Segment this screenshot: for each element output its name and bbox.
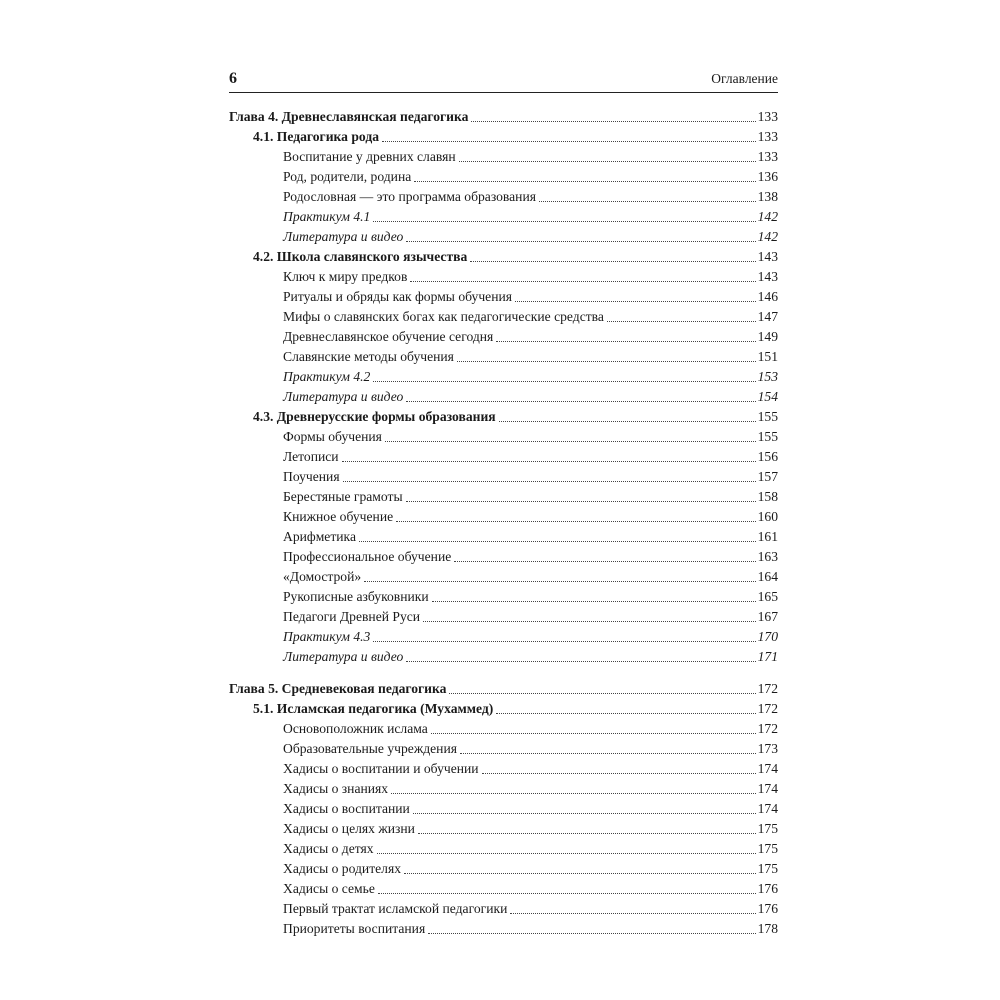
toc-item[interactable] [229, 587, 778, 607]
dot-leader [377, 853, 756, 854]
toc-entry-page: 142 [757, 229, 778, 244]
dot-leader [515, 301, 756, 302]
toc-entry-page: 178 [757, 921, 778, 936]
toc-entry-title: Древнеславянское обучение сегодня [283, 329, 494, 344]
toc-entry-page: 173 [757, 741, 778, 756]
dot-leader [499, 421, 756, 422]
toc-entry-title: Род, родители, родина [283, 169, 412, 184]
toc-entry-title: Ключ к миру предков [283, 269, 408, 284]
toc-entry-page: 157 [757, 469, 778, 484]
dot-leader [385, 441, 756, 442]
dot-leader [510, 913, 755, 914]
page-header [229, 70, 778, 93]
toc-item-literature[interactable] [229, 387, 778, 407]
toc-entry-page: 155 [757, 429, 778, 444]
toc-entry-page: 176 [757, 881, 778, 896]
toc-entry-title: Славянские методы обучения [283, 349, 454, 364]
dot-leader [382, 141, 756, 142]
toc-chapter-4[interactable] [229, 107, 778, 127]
dot-leader [449, 693, 755, 694]
toc-item[interactable] [229, 919, 778, 939]
dot-leader [404, 873, 756, 874]
dot-leader [459, 161, 756, 162]
dot-leader [432, 601, 756, 602]
dot-leader [373, 221, 755, 222]
toc-item[interactable] [229, 287, 778, 307]
dot-leader [496, 341, 755, 342]
toc-item[interactable] [229, 879, 778, 899]
toc-entry-title: Литература и видео [283, 229, 404, 244]
toc-item[interactable] [229, 547, 778, 567]
toc-entry-title: Приоритеты воспитания [283, 921, 426, 936]
table-of-contents [229, 107, 778, 939]
toc-item[interactable] [229, 447, 778, 467]
dot-leader [378, 893, 756, 894]
toc-item[interactable] [229, 839, 778, 859]
toc-entry-page: 153 [757, 369, 778, 384]
toc-entry-page: 146 [757, 289, 778, 304]
dot-leader [396, 521, 755, 522]
toc-entry-title: 4.1. Педагогика рода [253, 129, 379, 144]
toc-entry-page: 133 [757, 149, 778, 164]
toc-entry-title: Основоположник ислама [283, 721, 428, 736]
dot-leader [607, 321, 756, 322]
dot-leader [428, 933, 755, 934]
toc-entry-title: Мифы о славянских богах как педагогические средства [283, 309, 604, 324]
toc-item[interactable] [229, 899, 778, 919]
dot-leader [364, 581, 755, 582]
toc-chapter-5[interactable] [229, 679, 778, 699]
toc-entry-title: Родословная — это программа образования [283, 189, 536, 204]
toc-item[interactable] [229, 799, 778, 819]
toc-entry-title: Литература и видео [283, 649, 404, 664]
page-number: 6 [229, 70, 237, 87]
toc-item-practicum[interactable] [229, 367, 778, 387]
toc-item[interactable] [229, 487, 778, 507]
toc-entry-title: Хадисы о родителях [283, 861, 402, 876]
toc-entry-page: 136 [757, 169, 778, 184]
dot-leader [460, 753, 756, 754]
toc-item[interactable] [229, 819, 778, 839]
dot-leader [423, 621, 756, 622]
toc-entry-page: 151 [757, 349, 778, 364]
toc-entry-title: Хадисы о детях [283, 841, 374, 856]
toc-entry-title: Формы обучения [283, 429, 382, 444]
toc-section-5-1[interactable] [229, 699, 778, 719]
dot-leader [406, 501, 756, 502]
toc-item-literature[interactable] [229, 227, 778, 247]
toc-entry-page: 160 [757, 509, 778, 524]
toc-item[interactable] [229, 859, 778, 879]
toc-entry-page: 174 [757, 781, 778, 796]
toc-entry-page: 147 [757, 309, 778, 324]
toc-entry-page: 171 [757, 649, 778, 664]
chapter-spacer [229, 667, 778, 679]
toc-entry-page: 174 [757, 761, 778, 776]
toc-item[interactable] [229, 307, 778, 327]
dot-leader [373, 641, 755, 642]
toc-entry-page: 175 [757, 861, 778, 876]
toc-entry-title: Образовательные учреждения [283, 741, 457, 756]
toc-entry-title: Литература и видео [283, 389, 404, 404]
toc-entry-page: 167 [757, 609, 778, 624]
dot-leader [391, 793, 756, 794]
dot-leader [454, 561, 755, 562]
dot-leader [413, 813, 756, 814]
dot-leader [373, 381, 755, 382]
toc-item[interactable] [229, 507, 778, 527]
toc-entry-title: Арифметика [283, 529, 356, 544]
toc-entry-page: 170 [757, 629, 778, 644]
toc-entry-title: Хадисы о знаниях [283, 781, 389, 796]
toc-entry-title: Практикум 4.2 [283, 369, 371, 384]
toc-item-practicum[interactable] [229, 627, 778, 647]
running-title: Оглавление [711, 71, 778, 86]
toc-item[interactable] [229, 427, 778, 447]
dot-leader [406, 661, 755, 662]
toc-entry-title: Глава 4. Древнеславянская педагогика [229, 109, 469, 124]
toc-entry-title: Ритуалы и обряды как формы обучения [283, 289, 512, 304]
toc-entry-page: 155 [757, 409, 778, 424]
toc-entry-title: Хадисы о семье [283, 881, 375, 896]
toc-entry-page: 174 [757, 801, 778, 816]
toc-item-practicum[interactable] [229, 207, 778, 227]
toc-entry-page: 175 [757, 841, 778, 856]
toc-item[interactable] [229, 267, 778, 287]
toc-entry-page: 158 [757, 489, 778, 504]
toc-entry-title: Хадисы о воспитании [283, 801, 410, 816]
dot-leader [482, 773, 756, 774]
toc-item[interactable] [229, 739, 778, 759]
toc-entry-page: 165 [757, 589, 778, 604]
toc-entry-page: 156 [757, 449, 778, 464]
toc-entry-page: 163 [757, 549, 778, 564]
dot-leader [470, 261, 755, 262]
dot-leader [457, 361, 756, 362]
toc-entry-title: Хадисы о целях жизни [283, 821, 415, 836]
dot-leader [539, 201, 756, 202]
toc-entry-title: 4.3. Древнерусские формы образования [253, 409, 496, 424]
toc-entry-page: 176 [757, 901, 778, 916]
dot-leader [343, 481, 756, 482]
dot-leader [359, 541, 756, 542]
toc-item[interactable] [229, 779, 778, 799]
toc-item[interactable] [229, 607, 778, 627]
dot-leader [471, 121, 755, 122]
toc-entry-page: 161 [757, 529, 778, 544]
toc-item[interactable] [229, 347, 778, 367]
toc-entry-title: Книжное обучение [283, 509, 394, 524]
toc-entry-title: Первый трактат исламской педагогики [283, 901, 508, 916]
toc-entry-page: 175 [757, 821, 778, 836]
toc-entry-page: 172 [757, 701, 778, 716]
toc-section-4-3[interactable] [229, 407, 778, 427]
toc-item-literature[interactable] [229, 647, 778, 667]
toc-entry-page: 149 [757, 329, 778, 344]
toc-entry-title: Рукописные азбуковники [283, 589, 429, 604]
dot-leader [496, 713, 755, 714]
toc-entry-title: Практикум 4.1 [283, 209, 371, 224]
toc-entry-page: 172 [757, 681, 778, 696]
toc-entry-title: Хадисы о воспитании и обучении [283, 761, 479, 776]
toc-entry-page: 164 [757, 569, 778, 584]
toc-item[interactable] [229, 567, 778, 587]
toc-item[interactable] [229, 527, 778, 547]
dot-leader [418, 833, 756, 834]
toc-entry-page: 138 [757, 189, 778, 204]
toc-entry-title: Воспитание у древних славян [283, 149, 456, 164]
dot-leader [414, 181, 755, 182]
toc-item[interactable] [229, 187, 778, 207]
toc-entry-title: «Домострой» [283, 569, 362, 584]
toc-entry-page: 172 [757, 721, 778, 736]
toc-entry-title: Глава 5. Средневековая педагогика [229, 681, 447, 696]
toc-item[interactable] [229, 467, 778, 487]
toc-entry-page: 143 [757, 269, 778, 284]
toc-item[interactable] [229, 327, 778, 347]
toc-item[interactable] [229, 167, 778, 187]
toc-item[interactable] [229, 759, 778, 779]
toc-entry-page: 133 [757, 129, 778, 144]
toc-entry-title: Практикум 4.3 [283, 629, 371, 644]
dot-leader [406, 241, 755, 242]
dot-leader [406, 401, 755, 402]
toc-entry-title: Летописи [283, 449, 339, 464]
toc-entry-page: 133 [757, 109, 778, 124]
toc-entry-title: Поучения [283, 469, 340, 484]
toc-entry-title: Профессиональное обучение [283, 549, 452, 564]
toc-entry-page: 142 [757, 209, 778, 224]
toc-entry-page: 143 [757, 249, 778, 264]
toc-entry-title: 4.2. Школа славянского язычества [253, 249, 468, 264]
dot-leader [410, 281, 755, 282]
toc-entry-title: Педагоги Древней Руси [283, 609, 421, 624]
toc-entry-title: 5.1. Исламская педагогика (Мухаммед) [253, 701, 494, 716]
dot-leader [431, 733, 756, 734]
toc-section-4-1[interactable] [229, 127, 778, 147]
toc-section-4-2[interactable] [229, 247, 778, 267]
toc-entry-title: Берестяные грамоты [283, 489, 403, 504]
dot-leader [342, 461, 756, 462]
toc-entry-page: 154 [757, 389, 778, 404]
toc-item[interactable] [229, 147, 778, 167]
toc-item[interactable] [229, 719, 778, 739]
